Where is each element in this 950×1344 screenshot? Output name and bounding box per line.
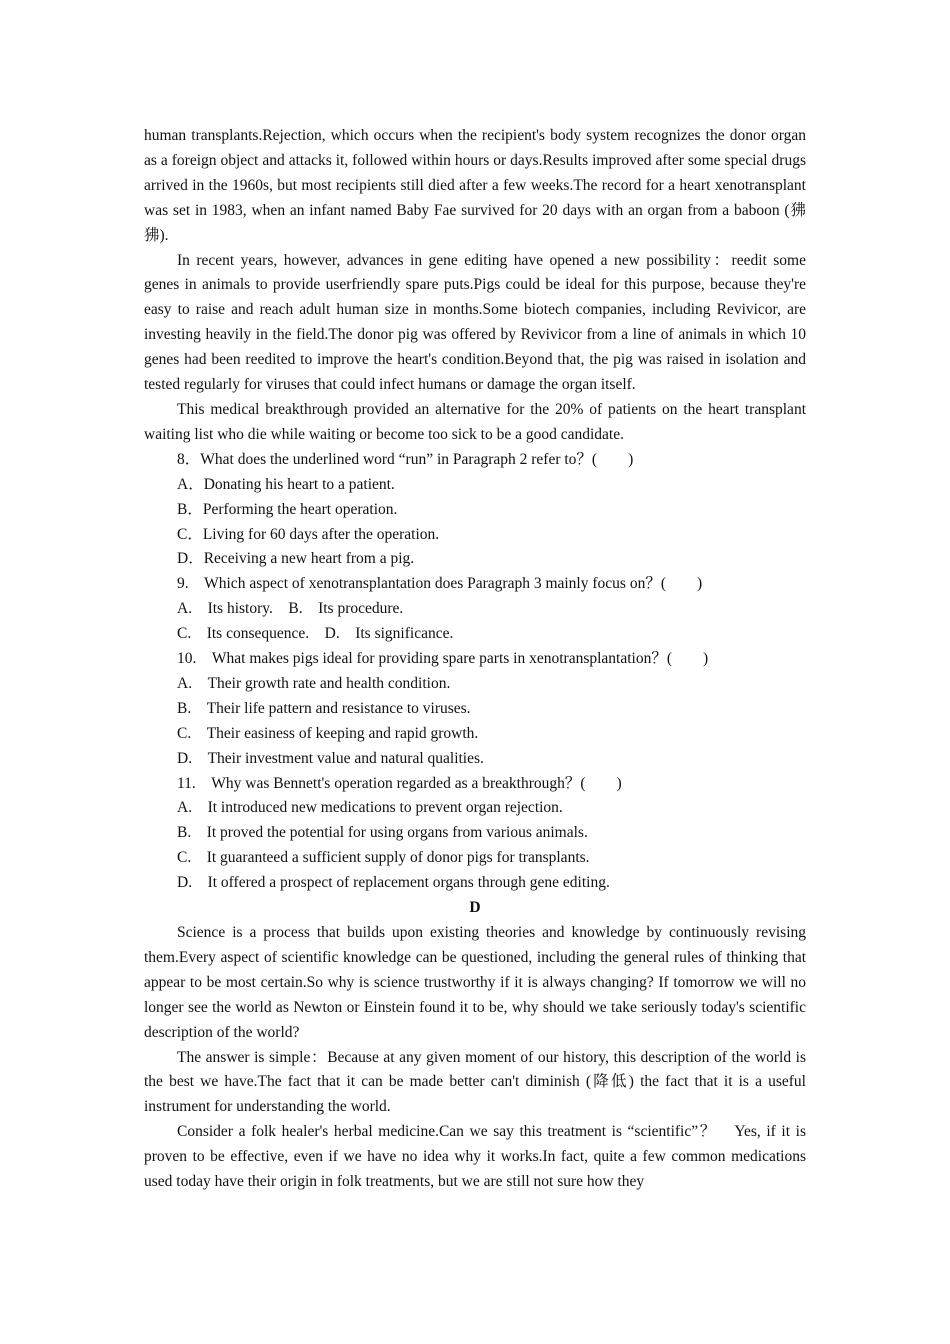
question-9-stem: 9. Which aspect of xenotransplantation does Paragraph 3 mainly focus on？( ): [177, 575, 703, 593]
passage-d-paragraph-2: The answer is simple：Because at any given moment of our history, this description of the world is the best we have.The fact that it can be made better can't diminish (降低) the fact that it is a useful instrument for understanding the world.: [144, 1048, 806, 1116]
question-11-option-c: C. It guaranteed a sufficient supply of donor pigs for transplants.: [177, 849, 590, 867]
question-8: [144, 448, 806, 573]
question-11-option-d: D. It offered a prospect of replacement organs through gene editing.: [177, 874, 610, 892]
passage-d-heading: D: [469, 899, 481, 917]
question-8-stem: 8．What does the underlined word “run” in Paragraph 2 refer to？( ): [177, 450, 634, 468]
passage-d-paragraph-1: Science is a process that builds upon existing theories and knowledge by continuously revising them.Every aspect of scientific knowledge can be questioned, including the general rules of thinking that appear to be most certain.So why is science trustworthy if it is always changing? If tomorrow we will no longer see the world as Newton or Einstein found it to be, why should we take seriously today's scientific description of the world?: [144, 924, 806, 1041]
question-11-option-a: A. It introduced new medications to prevent organ rejection.: [177, 799, 563, 817]
document-page: [144, 124, 806, 1195]
question-10-option-b: B. Their life pattern and resistance to viruses.: [177, 699, 471, 717]
question-10: [144, 647, 806, 772]
question-9-options-ab: A. Its history. B. Its procedure.: [177, 600, 404, 618]
question-11-option-b: B. It proved the potential for using organs from various animals.: [177, 824, 588, 842]
passage-d-paragraph-3: Consider a folk healer's herbal medicine.Can we say this treatment is “scientific”？ Yes, if it is proven to be effective, even if we have no idea why it works.In fact, quite a few common medications used today have their origin in folk treatments, but we are still not sure how they: [144, 1123, 806, 1191]
question-8-option-d: D．Receiving a new heart from a pig.: [177, 550, 415, 568]
question-8-option-a: A．Donating his heart to a patient.: [177, 475, 395, 493]
question-11-stem: 11. Why was Bennett's operation regarded as a breakthrough？( ): [177, 774, 622, 792]
question-10-option-d: D. Their investment value and natural qualities.: [177, 749, 484, 767]
question-10-option-a: A. Their growth rate and health condition.: [177, 674, 451, 692]
question-9: [144, 572, 806, 647]
passage-c-continued-paragraph: human transplants.Rejection, which occurs when the recipient's body system recognizes the donor organ as a foreign object and attacks it, followed within hours or days.Results improved after some special drugs arrived in the 1960s, but most recipients still died after a few weeks.The record for a heart xenotransplant was set in 1983, when an infant named Baby Fae survived for 20 days with an organ from a baboon (狒狒).: [144, 127, 806, 244]
passage-c-breakthrough-paragraph: This medical breakthrough provided an alternative for the 20% of patients on the heart transplant waiting list who die while waiting or become too sick to be a good candidate.: [144, 400, 806, 443]
question-10-option-c: C. Their easiness of keeping and rapid growth.: [177, 724, 479, 742]
question-8-option-c: C．Living for 60 days after the operation.: [177, 525, 440, 543]
question-11: [144, 772, 806, 897]
question-10-stem: 10. What makes pigs ideal for providing spare parts in xenotransplantation？( ): [177, 650, 709, 668]
question-8-option-b: B．Performing the heart operation.: [177, 500, 398, 518]
passage-c-gene-editing-paragraph: In recent years, however, advances in gene editing have opened a new possibility：reedit some genes in animals to provide userfriendly spare puts.Pigs could be ideal for this purpose, because they're easy to raise and reach adult human size in months.Some biotech companies, including Revivicor, are investing heavily in the field.The donor pig was offered by Revivicor from a line of animals in which 10 genes had been reedited to improve the heart's condition.Beyond that, the pig was raised in isolation and tested regularly for viruses that could infect humans or damage the organ itself.: [144, 251, 806, 394]
question-9-options-cd: C. Its consequence. D. Its significance.: [177, 625, 454, 643]
